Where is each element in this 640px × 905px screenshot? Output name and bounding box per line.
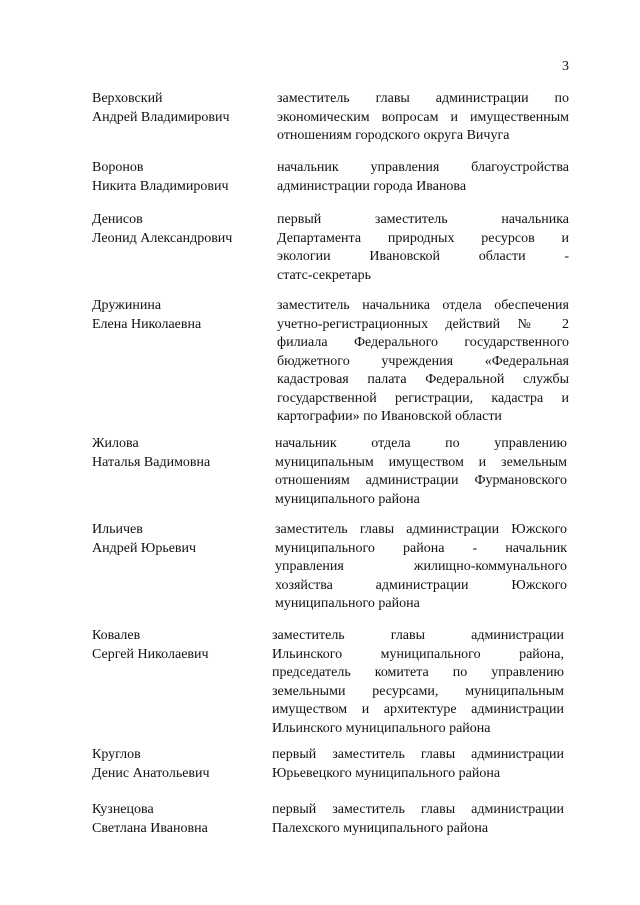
member-surname: Круглов [92, 747, 141, 762]
role-line: статс-секретарь [277, 267, 372, 283]
member-name [92, 746, 267, 783]
member-surname: Ковалев [92, 628, 141, 643]
role-line: администрации города Иванова [277, 178, 467, 194]
member-given-names: Денис Анатольевич [92, 765, 210, 781]
role-line: управления жилищно-коммунального [275, 559, 567, 574]
member-surname: Ильичев [92, 522, 143, 537]
role-line: бюджетного учреждения «Федеральная [277, 353, 569, 369]
member-given-names: Леонид Александрович [92, 230, 233, 246]
role-line: Палехского муниципального района [272, 820, 489, 836]
member-role [277, 90, 569, 146]
role-line: государственной регистрации, кадастра и [277, 390, 569, 406]
role-line: заместитель главы администрации [272, 628, 564, 643]
member-surname: Жилова [92, 436, 139, 451]
member-given-names: Елена Николаевна [92, 316, 202, 332]
member-given-names: Никита Владимирович [92, 178, 229, 194]
role-line: заместитель главы администрации по [277, 91, 569, 106]
role-line: Ильинского муниципального района, [272, 646, 564, 662]
member-given-names: Сергей Николаевич [92, 646, 209, 662]
role-line: Юрьевецкого муниципального района [272, 765, 501, 781]
member-surname: Кузнецова [92, 802, 154, 817]
role-line: заместитель главы администрации Южского [275, 522, 567, 537]
role-line: муниципального района [275, 596, 420, 611]
member-role [275, 435, 567, 509]
member-role [277, 159, 569, 196]
member-surname: Воронов [92, 160, 144, 175]
member-given-names: Светлана Ивановна [92, 820, 208, 836]
page-number: 3 [562, 59, 569, 74]
member-role [272, 746, 564, 783]
member-given-names: Наталья Вадимовна [92, 454, 211, 470]
role-line: муниципального района - начальник [275, 540, 567, 556]
role-line: имуществом и архитектуре администрации [272, 702, 564, 717]
role-line: филиала Федерального государственного [277, 335, 569, 350]
member-surname: Денисов [92, 212, 143, 227]
role-line: муниципальным имуществом и земельным [275, 454, 567, 470]
member-given-names: Андрей Владимирович [92, 109, 230, 125]
role-line: председатель комитета по управлению [272, 665, 564, 680]
member-name [92, 435, 267, 472]
member-name [92, 90, 267, 127]
member-given-names: Андрей Юрьевич [92, 540, 197, 556]
member-surname: Верховский [92, 91, 163, 106]
role-line: картографии» по Ивановской области [277, 409, 502, 424]
role-line: экономическим вопросам и имущественным [277, 109, 569, 125]
role-line: кадастровая палата Федеральной службы [277, 372, 569, 387]
role-line: первый заместитель начальника [277, 212, 569, 227]
member-name [92, 627, 267, 664]
member-name [92, 211, 267, 248]
role-line: начальник управления благоустройства [277, 160, 569, 175]
member-role [272, 627, 564, 738]
member-surname: Дружинина [92, 298, 162, 313]
member-role [275, 521, 567, 614]
role-line: первый заместитель главы администрации [272, 747, 564, 762]
role-line: заместитель начальника отдела обеспечения [277, 298, 569, 313]
member-name [92, 297, 267, 334]
member-role [277, 297, 569, 427]
role-line: начальник отдела по управлению [275, 436, 567, 451]
member-role [277, 211, 569, 285]
role-line: первый заместитель главы администрации [272, 802, 564, 817]
member-name [92, 801, 267, 838]
role-line: хозяйства администрации Южского [275, 577, 567, 593]
role-line: муниципального района [275, 491, 420, 507]
member-name [92, 159, 267, 196]
role-line: земельными ресурсами, муниципальным [272, 683, 564, 699]
role-line: отношениям администрации Фурмановского [275, 473, 567, 488]
role-line: Ильинского муниципального района [272, 720, 491, 736]
member-role [272, 801, 564, 838]
role-line: учетно-регистрационных действий № 2 [277, 316, 569, 332]
role-line: Департамента природных ресурсов и [277, 230, 569, 246]
member-name [92, 521, 267, 558]
role-line: отношениям городского округа Вичуга [277, 128, 510, 143]
role-line: экологии Ивановской области - [277, 249, 569, 264]
